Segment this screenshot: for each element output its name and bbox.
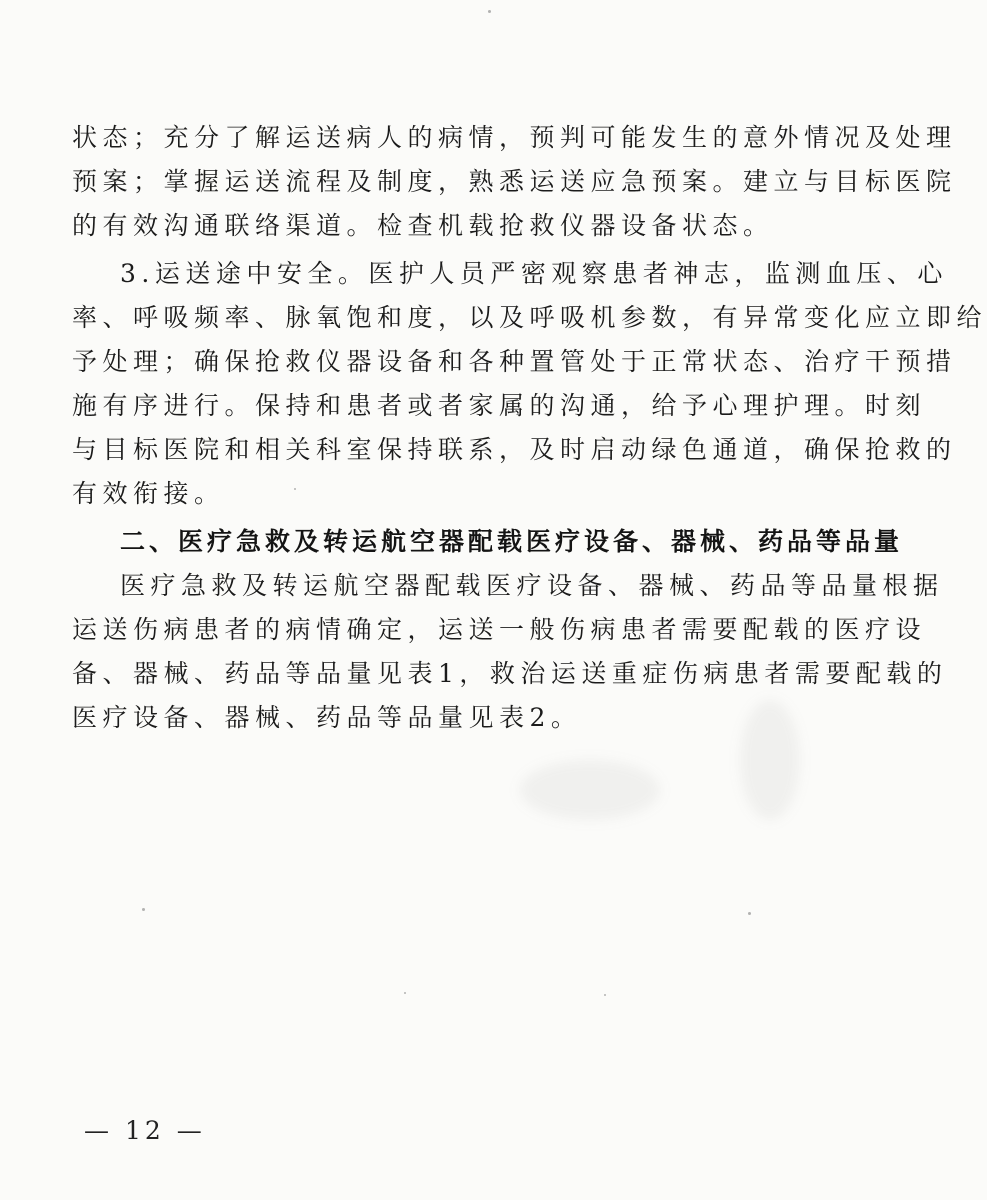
scan-smudge (520, 760, 660, 820)
scan-speck (604, 994, 606, 996)
text-line: 有效衔接。 (72, 479, 225, 508)
text-line: 运送伤病患者的病情确定，运送一般伤病患者需要配载的医疗设 (72, 615, 927, 644)
section-heading: 二、医疗急救及转运航空器配载医疗设备、器械、药品等品量 (120, 527, 904, 556)
text-line: 备、器械、药品等品量见表1，救治运送重症伤病患者需要配载的 (72, 659, 948, 688)
text-line: 医疗设备、器械、药品等品量见表2。 (72, 703, 582, 732)
text-line: 医疗急救及转运航空器配载医疗设备、器械、药品等品量根据 (120, 571, 944, 600)
scan-speck (488, 10, 491, 13)
text-line: 率、呼吸频率、脉氧饱和度，以及呼吸机参数，有异常变化应立即给 (72, 303, 987, 332)
text-line: 的有效沟通联络渠道。检查机载抢救仪器设备状态。 (72, 211, 774, 240)
text-line: 预案；掌握运送流程及制度，熟悉运送应急预案。建立与目标医院 (72, 167, 957, 196)
text-line: 3.运送途中安全。医护人员严密观察患者神志，监测血压、心 (120, 259, 948, 288)
page-number: — 12 — (84, 1116, 206, 1145)
scan-speck (748, 912, 751, 915)
text-line: 施有序进行。保持和患者或者家属的沟通，给予心理护理。时刻 (72, 391, 927, 420)
text-line: 予处理；确保抢救仪器设备和各种置管处于正常状态、治疗干预措 (72, 347, 957, 376)
scan-speck (142, 908, 145, 911)
scan-speck (404, 992, 406, 994)
text-line: 与目标医院和相关科室保持联系，及时启动绿色通道，确保抢救的 (72, 435, 957, 464)
text-line: 状态；充分了解运送病人的病情，预判可能发生的意外情况及处理 (72, 123, 957, 152)
